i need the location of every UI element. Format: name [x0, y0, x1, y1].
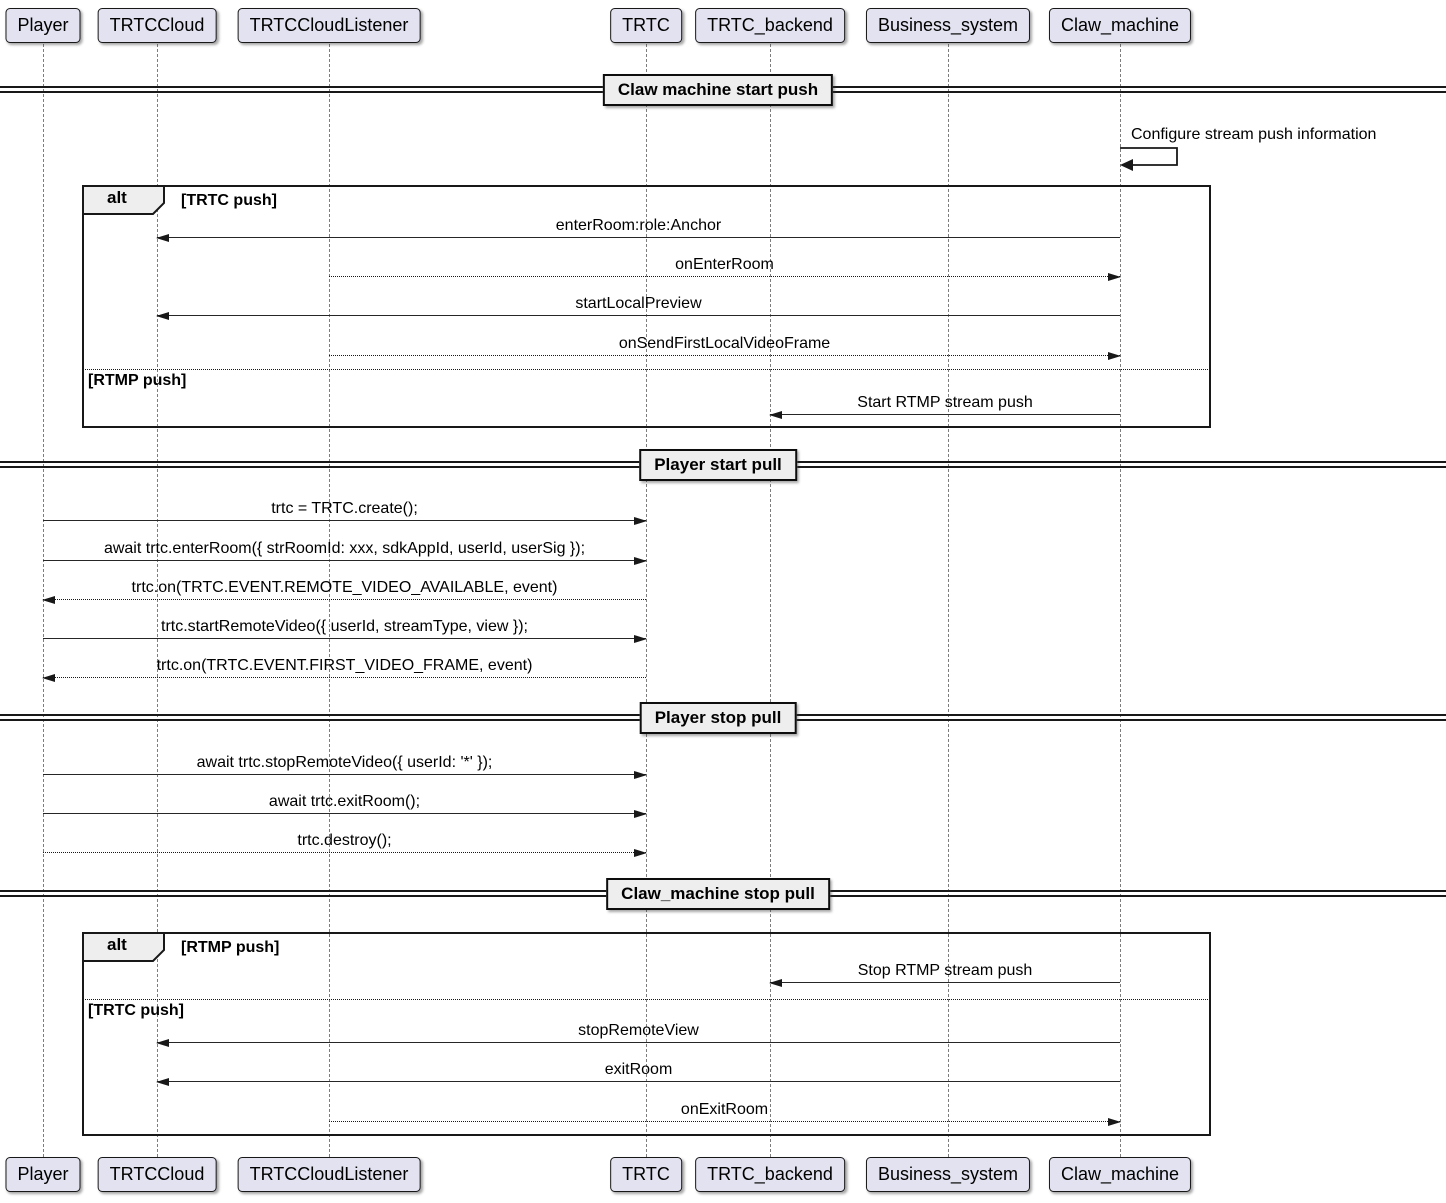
participant-trtc-bottom: TRTC — [610, 1157, 682, 1192]
alt-operator-badge — [82, 185, 166, 215]
message-line — [157, 1042, 1120, 1043]
section-divider-title: Claw machine start push — [603, 74, 833, 106]
message-line — [329, 355, 1120, 356]
message-arrowhead-icon — [634, 557, 647, 565]
message-arrowhead-icon — [634, 517, 647, 525]
alt-operator-badge — [82, 932, 166, 962]
message-trtc-destroy- — [43, 831, 646, 853]
alt-condition: [RTMP push] — [181, 939, 280, 956]
participant-claw-machine-bottom: Claw_machine — [1049, 1157, 1191, 1192]
participant-player-top: Player — [5, 8, 80, 43]
message-label: startLocalPreview — [575, 295, 702, 312]
participant-trtccloudlistener-top: TRTCCloudListener — [238, 8, 421, 43]
message-label: trtc.startRemoteVideo({ userId, streamType, view }); — [161, 618, 528, 635]
alt-else-divider — [83, 999, 1210, 1000]
message-enterroom-role-anchor — [157, 216, 1120, 238]
message-label: await trtc.exitRoom(); — [268, 793, 421, 810]
message-label: onSendFirstLocalVideoFrame — [618, 335, 831, 352]
message-onexitroom — [329, 1100, 1120, 1122]
message-line — [329, 1121, 1120, 1122]
message-arrowhead-icon — [769, 979, 782, 987]
message-startlocalpreview — [157, 294, 1120, 316]
participant-trtc-top: TRTC — [610, 8, 682, 43]
message-label: await trtc.enterRoom({ strRoomId: xxx, sdkAppId, userId, userSig }); — [103, 540, 586, 557]
message-arrowhead-icon — [42, 674, 55, 682]
participant-business-system-bottom: Business_system — [866, 1157, 1030, 1192]
participant-player-bottom: Player — [5, 1157, 80, 1192]
participant-trtccloud-bottom: TRTCCloud — [98, 1157, 217, 1192]
message-arrowhead-icon — [1108, 352, 1121, 360]
message-line — [329, 276, 1120, 277]
participant-trtccloud-top: TRTCCloud — [98, 8, 217, 43]
message-line — [43, 560, 646, 561]
message-arrowhead-icon — [42, 596, 55, 604]
section-divider-title: Player start pull — [639, 449, 797, 481]
message-label: trtc.on(TRTC.EVENT.FIRST_VIDEO_FRAME, event) — [156, 657, 533, 674]
message-line — [770, 982, 1120, 983]
message-onenterroom — [329, 255, 1120, 277]
message-label: trtc = TRTC.create(); — [271, 500, 418, 517]
message-arrowhead-icon — [1108, 273, 1121, 281]
message-line — [157, 1081, 1120, 1082]
alt-else-condition: [RTMP push] — [88, 372, 187, 389]
message-line — [43, 520, 646, 521]
section-divider-title: Claw_machine stop pull — [606, 878, 830, 910]
message-exitroom — [157, 1060, 1120, 1082]
section-divider-title: Player stop pull — [640, 702, 797, 734]
message-label: Start RTMP stream push — [857, 394, 1033, 411]
message-label: exitRoom — [604, 1061, 673, 1078]
participant-business-system-top: Business_system — [866, 8, 1030, 43]
message-arrowhead-icon — [156, 234, 169, 242]
message-line — [43, 813, 646, 814]
alt-condition: [TRTC push] — [181, 192, 277, 209]
message-stop-rtmp-stream-push — [770, 961, 1120, 983]
participant-trtccloudlistener-bottom: TRTCCloudListener — [238, 1157, 421, 1192]
message-await-trtc-stopremotevideo-userid- — [43, 753, 646, 775]
message-arrowhead-icon — [1108, 1118, 1121, 1126]
message-trtc-trtc-create- — [43, 499, 646, 521]
message-label: await trtc.stopRemoteVideo({ userId: '*' }); — [196, 754, 493, 771]
message-arrowhead-icon — [769, 411, 782, 419]
message-arrowhead-icon — [634, 635, 647, 643]
message-trtc-on-trtc-event-first-video-frame-eve — [43, 656, 646, 678]
message-line — [43, 852, 646, 853]
alt-else-divider — [83, 369, 1210, 370]
message-line — [770, 414, 1120, 415]
message-label: enterRoom:role:Anchor — [555, 217, 722, 234]
message-arrowhead-icon — [634, 771, 647, 779]
message-line — [43, 638, 646, 639]
alt-else-condition: [TRTC push] — [88, 1002, 184, 1019]
self-message-arrow — [1118, 144, 1182, 172]
message-trtc-startremotevideo-userid-streamtype- — [43, 617, 646, 639]
message-line — [157, 237, 1120, 238]
message-arrowhead-icon — [156, 312, 169, 320]
participant-trtc-backend-top: TRTC_backend — [695, 8, 845, 43]
alt-operator-label: alt — [107, 188, 127, 207]
message-trtc-on-trtc-event-remote-video-availabl — [43, 578, 646, 600]
message-arrowhead-icon — [634, 810, 647, 818]
message-label: onEnterRoom — [675, 256, 774, 273]
message-stopremoteview — [157, 1021, 1120, 1043]
message-arrowhead-icon — [156, 1078, 169, 1086]
message-line — [43, 774, 646, 775]
message-line — [43, 599, 646, 600]
participant-claw-machine-top: Claw_machine — [1049, 8, 1191, 43]
message-onsendfirstlocalvideoframe — [329, 334, 1120, 356]
message-await-trtc-exitroom- — [43, 792, 646, 814]
message-label: stopRemoteView — [578, 1022, 699, 1039]
message-line — [157, 315, 1120, 316]
message-label: trtc.on(TRTC.EVENT.REMOTE_VIDEO_AVAILABLE, event) — [131, 579, 558, 596]
message-label: onExitRoom — [680, 1101, 769, 1118]
alt-operator-label: alt — [107, 935, 127, 954]
message-arrowhead-icon — [634, 849, 647, 857]
message-arrowhead-icon — [156, 1039, 169, 1047]
self-message-label: Configure stream push information — [1131, 126, 1377, 143]
message-await-trtc-enterroom-strroomid-xxx-sdkap — [43, 539, 646, 561]
message-label: Stop RTMP stream push — [857, 962, 1033, 979]
message-line — [43, 677, 646, 678]
message-start-rtmp-stream-push — [770, 393, 1120, 415]
participant-trtc-backend-bottom: TRTC_backend — [695, 1157, 845, 1192]
message-label: trtc.destroy(); — [297, 832, 392, 849]
